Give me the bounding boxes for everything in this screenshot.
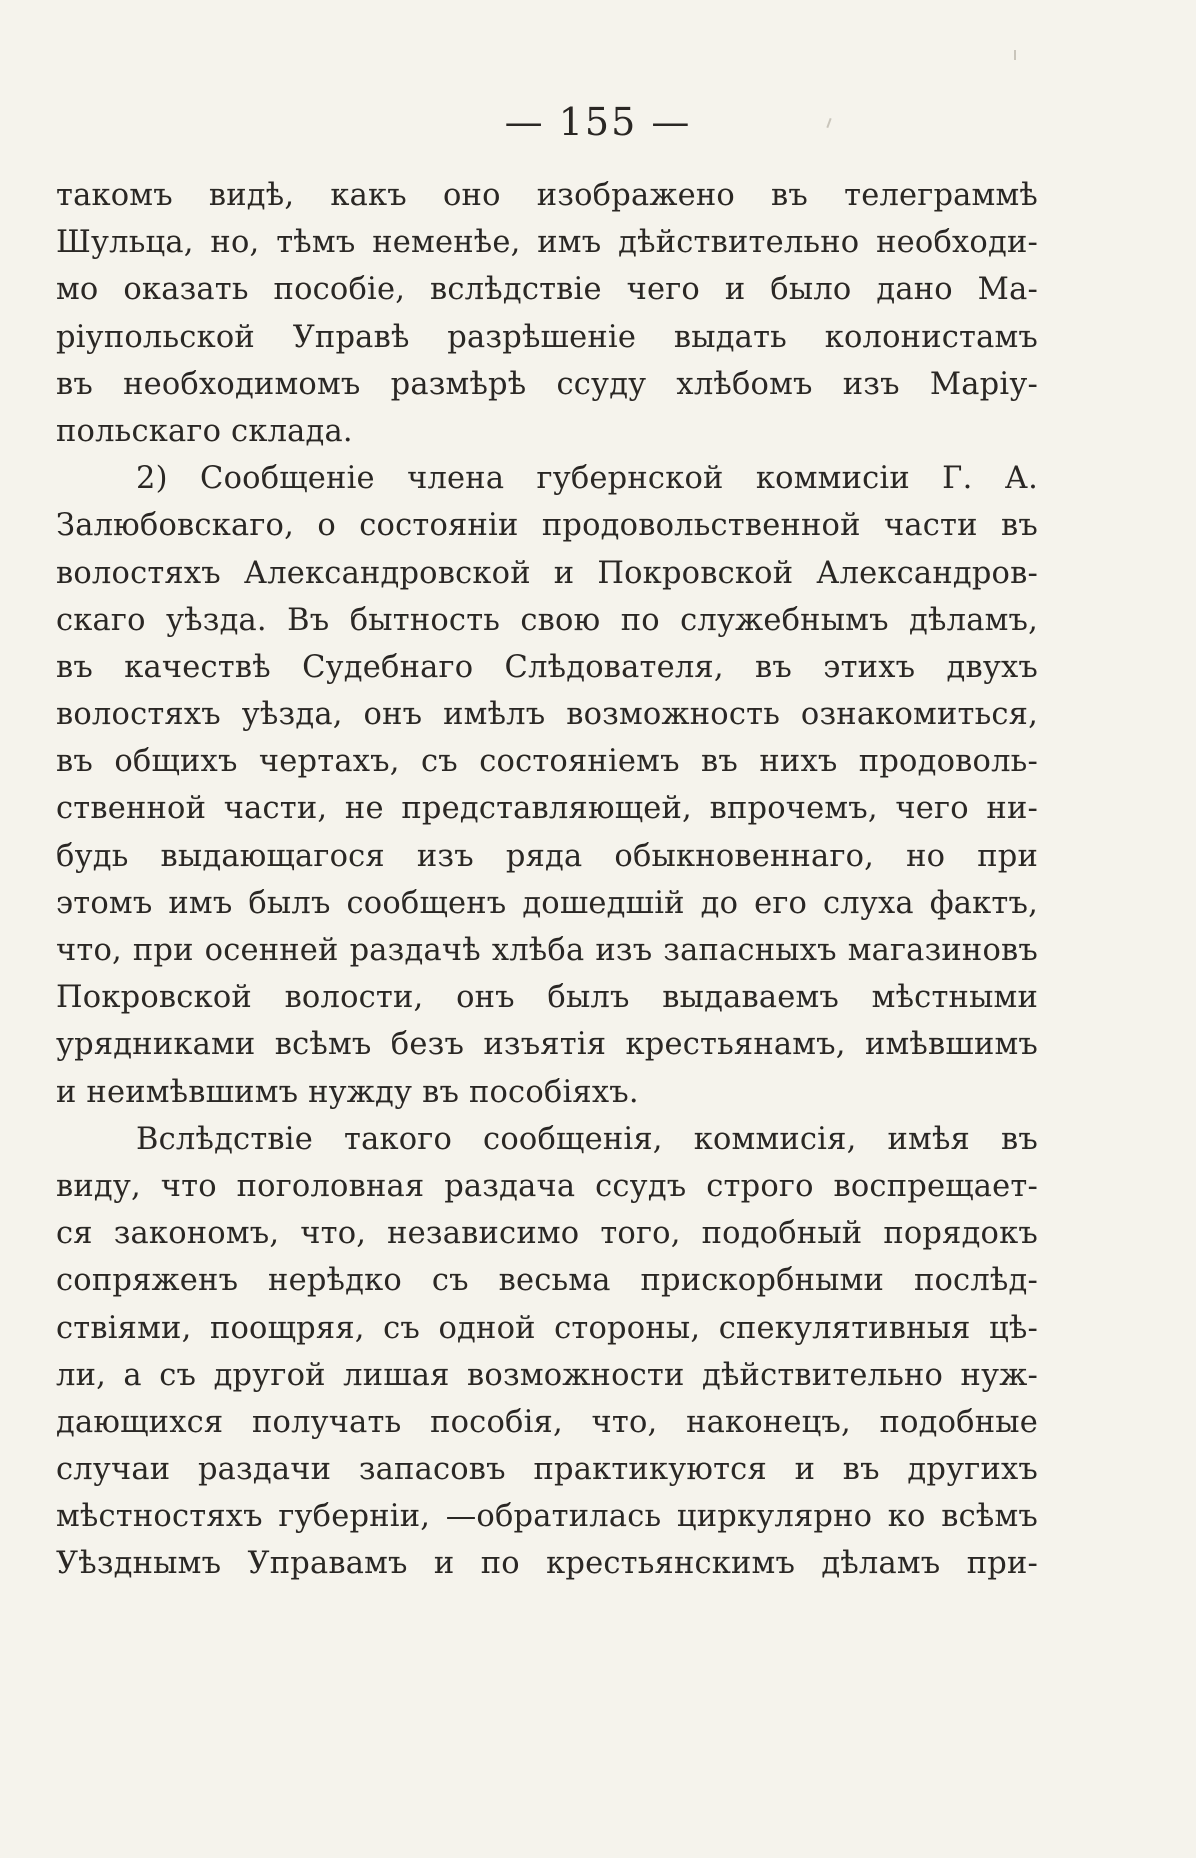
page-number: — 155 — xyxy=(504,100,692,144)
text-line: Покровской волости, онъ былъ выдаваемъ мѣстными xyxy=(56,980,1038,1016)
text-line: ствіями, поощряя, съ одной стороны, спекулятивныя цѣ- xyxy=(56,1310,1038,1346)
text-line: урядниками всѣмъ безъ изъятія крестьянамъ, имѣвшимъ xyxy=(56,1027,1038,1063)
text-line: Шульца, но, тѣмъ неменѣе, имъ дѣйствительно необходи- xyxy=(56,225,1038,261)
paragraph-start: Вслѣдствіе такого сообщенія, коммисія, имѣя въ xyxy=(136,1121,1038,1157)
text-line: будь выдающагося изъ ряда обыкновеннаго, но при xyxy=(56,838,1038,874)
text-line: случаи раздачи запасовъ практикуются и въ другихъ xyxy=(56,1452,1038,1488)
text-line: этомъ имъ былъ сообщенъ дошедшій до его слуха фактъ, xyxy=(56,885,1038,921)
text-line: мо оказать пособіе, вслѣдствіе чего и было дано Ма- xyxy=(56,272,1038,308)
text-line: польскаго склада. xyxy=(56,413,353,449)
text-line: сопряженъ нерѣдко съ весьма прискорбными послѣд- xyxy=(56,1263,1038,1299)
text-line: что, при осенней раздачѣ хлѣба изъ запасныхъ магазиновъ xyxy=(56,933,1038,968)
text-line: дающихся получать пособія, что, наконецъ, подобные xyxy=(56,1404,1038,1440)
paper-speck xyxy=(1014,50,1016,60)
text-line: виду, что поголовная раздача ссудъ строго воспрещает- xyxy=(56,1168,1038,1204)
body-text xyxy=(56,172,1038,1588)
text-line: волостяхъ уѣзда, онъ имѣлъ возможность ознакомиться, xyxy=(56,697,1038,733)
text-line: ся закономъ, что, независимо того, подобный порядокъ xyxy=(56,1216,1038,1252)
text-line: такомъ видѣ, какъ оно изображено въ телеграммѣ xyxy=(56,178,1038,213)
text-line: и неимѣвшимъ нужду въ пособіяхъ. xyxy=(56,1074,639,1110)
text-line: въ качествѣ Судебнаго Слѣдователя, въ этихъ двухъ xyxy=(56,649,1038,685)
text-line: скаго уѣзда. Въ бытность свою по служебнымъ дѣламъ, xyxy=(56,602,1038,638)
text-line: Залюбовскаго, о состояніи продовольственной части въ xyxy=(56,508,1038,544)
text-line: ріупольской Управѣ разрѣшеніе выдать колонистамъ xyxy=(56,319,1038,355)
text-line: Уѣзднымъ Управамъ и по крестьянскимъ дѣламъ при- xyxy=(56,1546,1038,1582)
text-line: въ необходимомъ размѣрѣ ссуду хлѣбомъ изъ Маріу- xyxy=(56,366,1038,402)
text-line: мѣстностяхъ губерніи, —обратилась циркулярно ко всѣмъ xyxy=(56,1499,1038,1535)
text-line: въ общихъ чертахъ, съ состояніемъ въ нихъ продоволь- xyxy=(56,744,1038,780)
text-line: ственной части, не представляющей, впрочемъ, чего ни- xyxy=(56,791,1038,827)
text-line: волостяхъ Александровской и Покровской Александров- xyxy=(56,555,1038,591)
text-line: ли, а съ другой лишая возможности дѣйствительно нуж- xyxy=(56,1357,1038,1393)
paragraph-start: 2) Сообщеніе члена губернской коммисіи Г. А. xyxy=(136,461,1038,497)
